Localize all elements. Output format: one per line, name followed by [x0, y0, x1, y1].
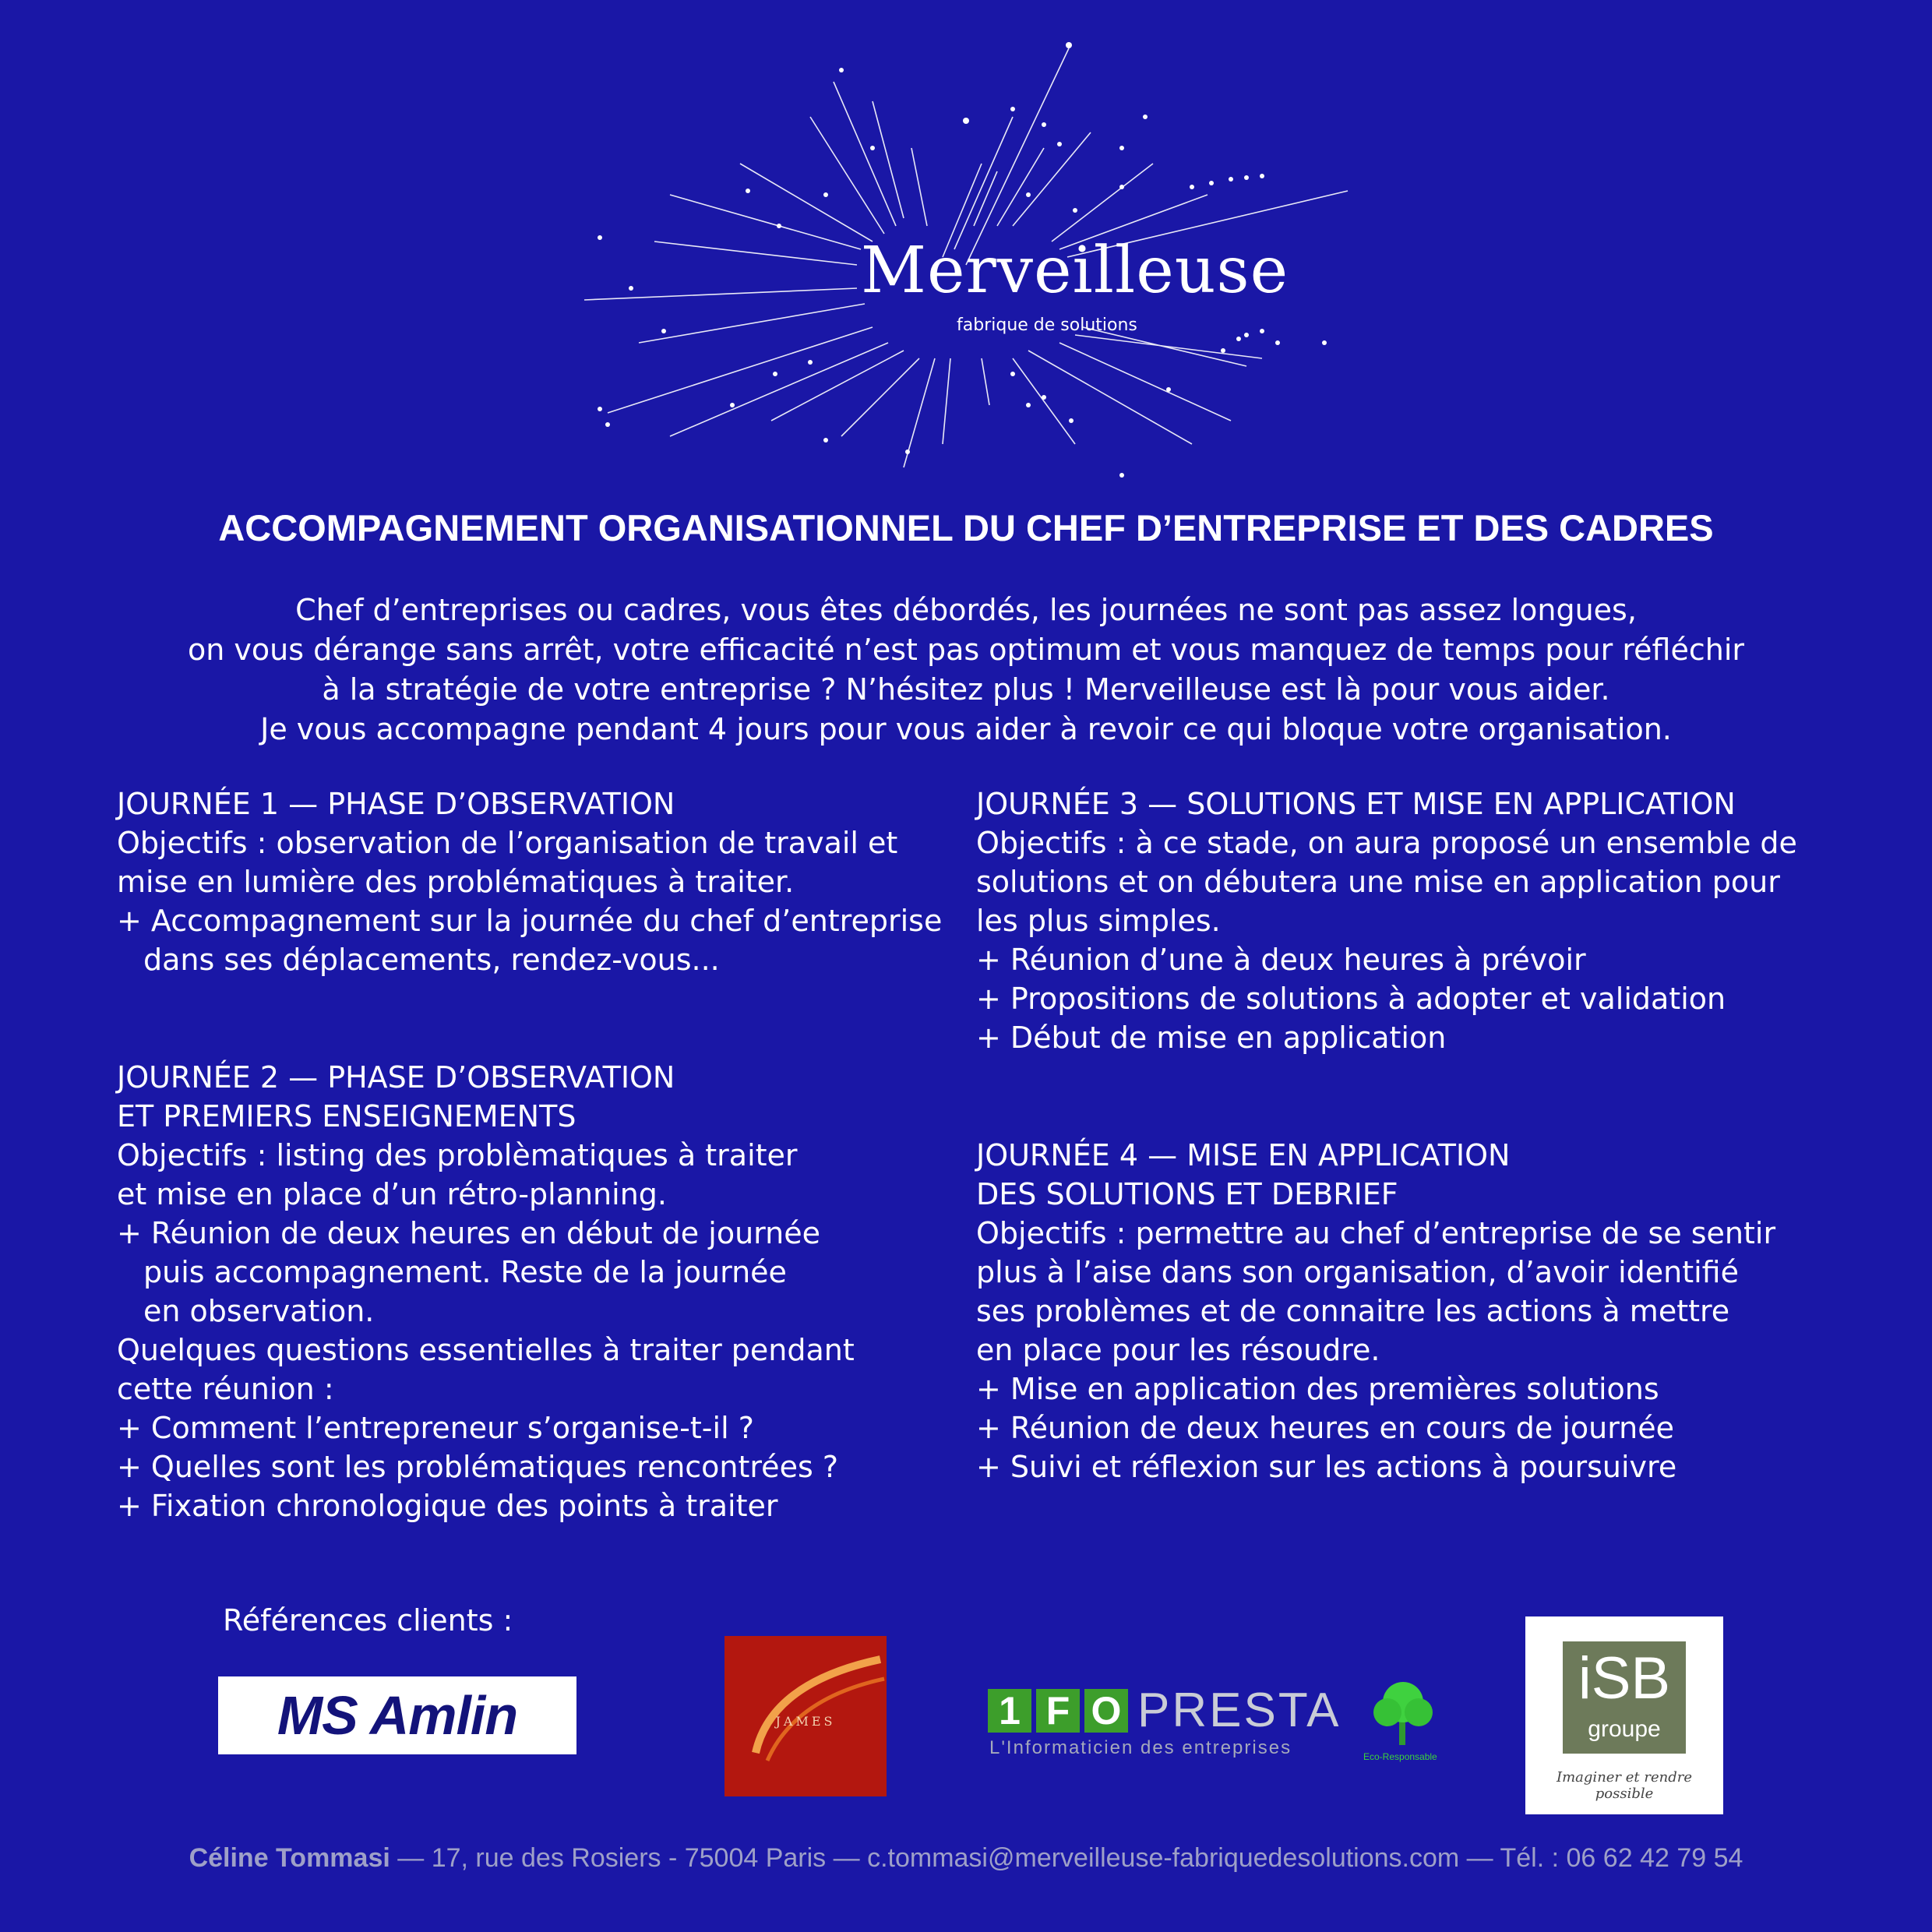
day-1-title: JOURNÉE 1 — PHASE D’OBSERVATION: [117, 787, 675, 821]
day-1-line: dans ses déplacements, rendez-vous...: [143, 943, 720, 977]
fo-eco-label: Eco-Responsable: [1363, 1751, 1437, 1762]
day-2-line: Objectifs : listing des problèmatiques à traiter: [117, 1138, 798, 1172]
day-2-section: [117, 1058, 855, 1525]
isb-mark: iSB: [1578, 1645, 1671, 1712]
msamlin-logo: [218, 1676, 576, 1754]
day-4-line: + Mise en application des premières solutions: [976, 1372, 1659, 1406]
day-3-section: [976, 784, 1797, 1057]
day-4-subtitle: DES SOLUTIONS ET DEBRIEF: [976, 1177, 1398, 1211]
intro-paragraph: [0, 591, 1932, 749]
day-2-line: + Quelles sont les problématiques rencontrées ?: [117, 1450, 838, 1484]
brand-name: Merveilleuse: [861, 234, 1289, 308]
1fo-presta-logo: [988, 1675, 1447, 1784]
day-2-line: + Comment l’entrepreneur s’organise-t-il ?: [117, 1411, 754, 1445]
tree-icon: [1360, 1675, 1446, 1753]
james-logo: [724, 1636, 887, 1796]
client-references-label: Références clients :: [223, 1603, 513, 1638]
day-3-line: les plus simples.: [976, 904, 1221, 938]
day-2-line: cette réunion :: [117, 1372, 334, 1406]
day-4-line: en place pour les résoudre.: [976, 1333, 1380, 1367]
intro-line: Je vous accompagne pendant 4 jours pour vous aider à revoir ce qui bloque votre organisation.: [260, 712, 1672, 746]
isb-groupe-logo: [1525, 1616, 1723, 1814]
msamlin-logo-text: MS Amlin: [277, 1685, 518, 1746]
contact-name: Céline Tommasi: [189, 1843, 390, 1873]
day-3-line: Objectifs : à ce stade, on aura proposé un ensemble de: [976, 826, 1797, 860]
intro-line: on vous dérange sans arrêt, votre efficacité n’est pas optimum et vous manquez de temps pour réfléchir: [187, 633, 1745, 667]
1fo-wordmark: [988, 1683, 1341, 1738]
day-2-title: JOURNÉE 2 — PHASE D’OBSERVATION: [117, 1060, 675, 1095]
day-3-line: solutions et on débutera une mise en application pour: [976, 865, 1780, 899]
intro-line: Chef d’entreprises ou cadres, vous êtes débordés, les journées ne sont pas assez longues,: [295, 593, 1637, 627]
day-1-line: + Accompagnement sur la journée du chef d’entreprise: [117, 904, 943, 938]
merveilleuse-logo: [576, 31, 1356, 483]
fo-letter: F: [1036, 1689, 1080, 1733]
brand-tagline: fabrique de solutions: [957, 316, 1137, 335]
day-4-section: [976, 1136, 1775, 1486]
day-1-line: mise en lumière des problématiques à traiter.: [117, 865, 795, 899]
intro-line: à la stratégie de votre entreprise ? N’hésitez plus ! Merveilleuse est là pour vous aider.: [322, 672, 1610, 707]
day-4-line: ses problèmes et de connaitre les actions à mettre: [976, 1294, 1730, 1328]
day-2-line: et mise en place d’un rétro-planning.: [117, 1177, 667, 1211]
contact-details: — 17, rue des Rosiers - 75004 Paris — c.tommasi@merveilleuse-fabriquedesolutions.com — Tél. : 06 62 42 79 54: [390, 1843, 1743, 1873]
day-4-line: + Réunion de deux heures en cours de journée: [976, 1411, 1674, 1445]
day-3-line: + Début de mise en application: [976, 1021, 1447, 1055]
day-2-line: Quelques questions essentielles à traiter pendant: [117, 1333, 855, 1367]
day-2-line: + Fixation chronologique des points à traiter: [117, 1489, 778, 1523]
day-2-subtitle: ET PREMIERS ENSEIGNEMENTS: [117, 1099, 576, 1133]
day-3-line: + Propositions de solutions à adopter et validation: [976, 982, 1726, 1016]
day-1-section: [117, 784, 942, 979]
fo-tagline: L'Informaticien des entreprises: [989, 1737, 1292, 1758]
day-4-title: JOURNÉE 4 — MISE EN APPLICATION: [976, 1138, 1511, 1172]
day-4-line: + Suivi et réflexion sur les actions à poursuivre: [976, 1450, 1677, 1484]
fo-presta-text: PRESTA: [1137, 1683, 1341, 1737]
day-2-line: puis accompagnement. Reste de la journée: [143, 1255, 787, 1289]
isb-groupe-text: groupe: [1588, 1716, 1661, 1742]
day-1-line: Objectifs : observation de l’organisation de travail et: [117, 826, 898, 860]
isb-badge: [1563, 1641, 1686, 1754]
day-4-line: plus à l’aise dans son organisation, d’avoir identifié: [976, 1255, 1740, 1289]
day-4-line: Objectifs : permettre au chef d’entreprise de se sentir: [976, 1216, 1776, 1250]
day-2-line: en observation.: [143, 1294, 375, 1328]
james-logo-text: JAMES: [775, 1714, 836, 1729]
fo-letter: 1: [988, 1689, 1031, 1733]
day-3-line: + Réunion d’une à deux heures à prévoir: [976, 943, 1586, 977]
isb-slogan: Imaginer et rendre possible: [1557, 1769, 1692, 1802]
day-2-line: + Réunion de deux heures en début de journée: [117, 1216, 820, 1250]
page-title: ACCOMPAGNEMENT ORGANISATIONNEL DU CHEF D’ENTREPRISE ET DES CADRES: [218, 507, 1714, 548]
day-3-title: JOURNÉE 3 — SOLUTIONS ET MISE EN APPLICATION: [976, 787, 1736, 821]
fo-letter: O: [1084, 1689, 1128, 1733]
contact-footer: [0, 1843, 1932, 1874]
